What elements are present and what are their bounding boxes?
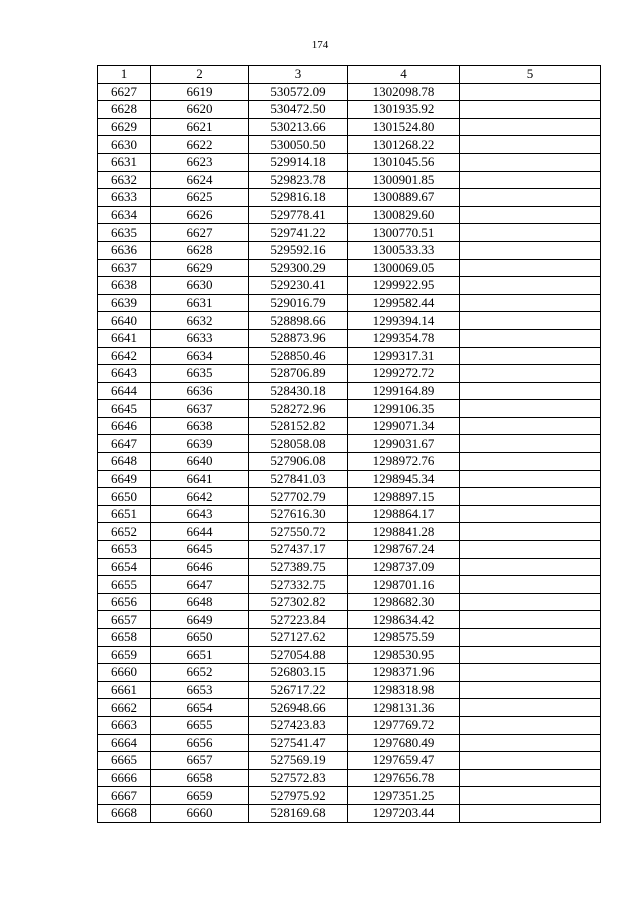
- table-row: [98, 312, 601, 330]
- point-number-cell: 6665: [98, 752, 151, 770]
- y-coordinate-cell: 1297680.49: [348, 734, 460, 752]
- table-row: [98, 400, 601, 418]
- note-cell: [460, 382, 601, 400]
- source-number-cell: 6648: [151, 593, 249, 611]
- x-coordinate-cell: 528706.89: [249, 365, 348, 383]
- source-number-cell: 6646: [151, 558, 249, 576]
- note-cell: [460, 329, 601, 347]
- point-number-cell: 6666: [98, 769, 151, 787]
- x-coordinate-cell: 529300.29: [249, 259, 348, 277]
- table-row: [98, 593, 601, 611]
- y-coordinate-cell: 1299164.89: [348, 382, 460, 400]
- y-coordinate-cell: 1300889.67: [348, 189, 460, 207]
- table-row: [98, 101, 601, 119]
- x-coordinate-cell: 528850.46: [249, 347, 348, 365]
- point-number-cell: 6662: [98, 699, 151, 717]
- note-cell: [460, 277, 601, 295]
- point-number-cell: 6633: [98, 189, 151, 207]
- note-cell: [460, 734, 601, 752]
- x-coordinate-cell: 527569.19: [249, 752, 348, 770]
- y-coordinate-cell: 1300829.60: [348, 206, 460, 224]
- table-row: [98, 259, 601, 277]
- point-number-cell: 6640: [98, 312, 151, 330]
- note-cell: [460, 804, 601, 822]
- x-coordinate-cell: 529230.41: [249, 277, 348, 295]
- x-coordinate-cell: 527702.79: [249, 488, 348, 506]
- table-row: [98, 681, 601, 699]
- note-cell: [460, 541, 601, 559]
- table-row: [98, 329, 601, 347]
- point-number-cell: 6630: [98, 136, 151, 154]
- table-row: [98, 769, 601, 787]
- point-number-cell: 6642: [98, 347, 151, 365]
- point-number-cell: 6649: [98, 470, 151, 488]
- point-number-cell: 6651: [98, 505, 151, 523]
- table-row: [98, 171, 601, 189]
- note-cell: [460, 699, 601, 717]
- source-number-cell: 6624: [151, 171, 249, 189]
- point-number-cell: 6664: [98, 734, 151, 752]
- table-header: [98, 66, 601, 84]
- y-coordinate-cell: 1298318.98: [348, 681, 460, 699]
- x-coordinate-cell: 527541.47: [249, 734, 348, 752]
- point-number-cell: 6631: [98, 153, 151, 171]
- source-number-cell: 6645: [151, 541, 249, 559]
- note-cell: [460, 417, 601, 435]
- x-coordinate-cell: 527572.83: [249, 769, 348, 787]
- table-row: [98, 505, 601, 523]
- note-cell: [460, 171, 601, 189]
- point-number-cell: 6645: [98, 400, 151, 418]
- y-coordinate-cell: 1301268.22: [348, 136, 460, 154]
- note-cell: [460, 470, 601, 488]
- y-coordinate-cell: 1299317.31: [348, 347, 460, 365]
- point-number-cell: 6637: [98, 259, 151, 277]
- x-coordinate-cell: 527437.17: [249, 541, 348, 559]
- point-number-cell: 6654: [98, 558, 151, 576]
- table-row: [98, 277, 601, 295]
- source-number-cell: 6659: [151, 787, 249, 805]
- source-number-cell: 6634: [151, 347, 249, 365]
- source-number-cell: 6653: [151, 681, 249, 699]
- table-row: [98, 83, 601, 101]
- y-coordinate-cell: 1300770.51: [348, 224, 460, 242]
- x-coordinate-cell: 529592.16: [249, 241, 348, 259]
- y-coordinate-cell: 1301935.92: [348, 101, 460, 119]
- note-cell: [460, 681, 601, 699]
- source-number-cell: 6631: [151, 294, 249, 312]
- y-coordinate-cell: 1298131.36: [348, 699, 460, 717]
- x-coordinate-cell: 527423.83: [249, 716, 348, 734]
- y-coordinate-cell: 1300069.05: [348, 259, 460, 277]
- point-number-cell: 6628: [98, 101, 151, 119]
- point-number-cell: 6660: [98, 664, 151, 682]
- x-coordinate-cell: 529816.18: [249, 189, 348, 207]
- table-row: [98, 752, 601, 770]
- coordinates-table: [97, 65, 601, 823]
- x-coordinate-cell: 527550.72: [249, 523, 348, 541]
- table-row: [98, 435, 601, 453]
- table-row: [98, 136, 601, 154]
- note-cell: [460, 83, 601, 101]
- table-row: [98, 206, 601, 224]
- note-cell: [460, 716, 601, 734]
- x-coordinate-cell: 528430.18: [249, 382, 348, 400]
- x-coordinate-cell: 529741.22: [249, 224, 348, 242]
- source-number-cell: 6622: [151, 136, 249, 154]
- y-coordinate-cell: 1297659.47: [348, 752, 460, 770]
- note-cell: [460, 629, 601, 647]
- x-coordinate-cell: 529823.78: [249, 171, 348, 189]
- source-number-cell: 6636: [151, 382, 249, 400]
- y-coordinate-cell: 1297351.25: [348, 787, 460, 805]
- point-number-cell: 6629: [98, 118, 151, 136]
- x-coordinate-cell: 530050.50: [249, 136, 348, 154]
- y-coordinate-cell: 1298972.76: [348, 453, 460, 471]
- source-number-cell: 6626: [151, 206, 249, 224]
- table-row: [98, 541, 601, 559]
- point-number-cell: 6632: [98, 171, 151, 189]
- source-number-cell: 6635: [151, 365, 249, 383]
- source-number-cell: 6640: [151, 453, 249, 471]
- x-coordinate-cell: 527223.84: [249, 611, 348, 629]
- note-cell: [460, 453, 601, 471]
- x-coordinate-cell: 526803.15: [249, 664, 348, 682]
- point-number-cell: 6668: [98, 804, 151, 822]
- table-row: [98, 664, 601, 682]
- table-row: [98, 347, 601, 365]
- y-coordinate-cell: 1298767.24: [348, 541, 460, 559]
- note-cell: [460, 558, 601, 576]
- point-number-cell: 6657: [98, 611, 151, 629]
- x-coordinate-cell: 527389.75: [249, 558, 348, 576]
- source-number-cell: 6637: [151, 400, 249, 418]
- source-number-cell: 6660: [151, 804, 249, 822]
- y-coordinate-cell: 1298841.28: [348, 523, 460, 541]
- y-coordinate-cell: 1299071.34: [348, 417, 460, 435]
- y-coordinate-cell: 1299354.78: [348, 329, 460, 347]
- point-number-cell: 6638: [98, 277, 151, 295]
- x-coordinate-cell: 526717.22: [249, 681, 348, 699]
- y-coordinate-cell: 1297769.72: [348, 716, 460, 734]
- source-number-cell: 6621: [151, 118, 249, 136]
- column-header-1: 1: [98, 66, 151, 84]
- x-coordinate-cell: 527975.92: [249, 787, 348, 805]
- source-number-cell: 6656: [151, 734, 249, 752]
- y-coordinate-cell: 1302098.78: [348, 83, 460, 101]
- x-coordinate-cell: 527054.88: [249, 646, 348, 664]
- source-number-cell: 6642: [151, 488, 249, 506]
- table-row: [98, 787, 601, 805]
- x-coordinate-cell: 529914.18: [249, 153, 348, 171]
- table-row: [98, 153, 601, 171]
- x-coordinate-cell: 528873.96: [249, 329, 348, 347]
- note-cell: [460, 769, 601, 787]
- x-coordinate-cell: 529778.41: [249, 206, 348, 224]
- y-coordinate-cell: 1300901.85: [348, 171, 460, 189]
- source-number-cell: 6632: [151, 312, 249, 330]
- table-row: [98, 716, 601, 734]
- note-cell: [460, 153, 601, 171]
- x-coordinate-cell: 527332.75: [249, 576, 348, 594]
- point-number-cell: 6627: [98, 83, 151, 101]
- source-number-cell: 6620: [151, 101, 249, 119]
- source-number-cell: 6638: [151, 417, 249, 435]
- x-coordinate-cell: 527841.03: [249, 470, 348, 488]
- table-row: [98, 804, 601, 822]
- source-number-cell: 6654: [151, 699, 249, 717]
- note-cell: [460, 189, 601, 207]
- point-number-cell: 6652: [98, 523, 151, 541]
- note-cell: [460, 435, 601, 453]
- y-coordinate-cell: 1301045.56: [348, 153, 460, 171]
- y-coordinate-cell: 1298682.30: [348, 593, 460, 611]
- source-number-cell: 6643: [151, 505, 249, 523]
- x-coordinate-cell: 528152.82: [249, 417, 348, 435]
- note-cell: [460, 224, 601, 242]
- source-number-cell: 6658: [151, 769, 249, 787]
- note-cell: [460, 312, 601, 330]
- table-row: [98, 241, 601, 259]
- table-row: [98, 470, 601, 488]
- source-number-cell: 6657: [151, 752, 249, 770]
- source-number-cell: 6630: [151, 277, 249, 295]
- point-number-cell: 6639: [98, 294, 151, 312]
- source-number-cell: 6651: [151, 646, 249, 664]
- point-number-cell: 6635: [98, 224, 151, 242]
- table-row: [98, 576, 601, 594]
- table-row: [98, 118, 601, 136]
- y-coordinate-cell: 1298737.09: [348, 558, 460, 576]
- point-number-cell: 6634: [98, 206, 151, 224]
- x-coordinate-cell: 530572.09: [249, 83, 348, 101]
- table-row: [98, 646, 601, 664]
- point-number-cell: 6663: [98, 716, 151, 734]
- point-number-cell: 6650: [98, 488, 151, 506]
- column-header-3: 3: [249, 66, 348, 84]
- y-coordinate-cell: 1298634.42: [348, 611, 460, 629]
- table-row: [98, 365, 601, 383]
- y-coordinate-cell: 1299922.95: [348, 277, 460, 295]
- point-number-cell: 6646: [98, 417, 151, 435]
- note-cell: [460, 505, 601, 523]
- note-cell: [460, 593, 601, 611]
- point-number-cell: 6648: [98, 453, 151, 471]
- y-coordinate-cell: 1298371.96: [348, 664, 460, 682]
- y-coordinate-cell: 1299582.44: [348, 294, 460, 312]
- point-number-cell: 6655: [98, 576, 151, 594]
- note-cell: [460, 787, 601, 805]
- y-coordinate-cell: 1299272.72: [348, 365, 460, 383]
- y-coordinate-cell: 1300533.33: [348, 241, 460, 259]
- y-coordinate-cell: 1297203.44: [348, 804, 460, 822]
- x-coordinate-cell: 527616.30: [249, 505, 348, 523]
- note-cell: [460, 400, 601, 418]
- note-cell: [460, 241, 601, 259]
- note-cell: [460, 611, 601, 629]
- note-cell: [460, 294, 601, 312]
- source-number-cell: 6650: [151, 629, 249, 647]
- note-cell: [460, 752, 601, 770]
- source-number-cell: 6647: [151, 576, 249, 594]
- source-number-cell: 6639: [151, 435, 249, 453]
- source-number-cell: 6629: [151, 259, 249, 277]
- point-number-cell: 6644: [98, 382, 151, 400]
- y-coordinate-cell: 1298530.95: [348, 646, 460, 664]
- note-cell: [460, 646, 601, 664]
- table-row: [98, 558, 601, 576]
- table-row: [98, 382, 601, 400]
- x-coordinate-cell: 528898.66: [249, 312, 348, 330]
- x-coordinate-cell: 527906.08: [249, 453, 348, 471]
- x-coordinate-cell: 528272.96: [249, 400, 348, 418]
- source-number-cell: 6633: [151, 329, 249, 347]
- source-number-cell: 6641: [151, 470, 249, 488]
- table-row: [98, 699, 601, 717]
- column-header-2: 2: [151, 66, 249, 84]
- note-cell: [460, 259, 601, 277]
- x-coordinate-cell: 528058.08: [249, 435, 348, 453]
- point-number-cell: 6658: [98, 629, 151, 647]
- note-cell: [460, 488, 601, 506]
- table-row: [98, 294, 601, 312]
- y-coordinate-cell: 1299394.14: [348, 312, 460, 330]
- point-number-cell: 6656: [98, 593, 151, 611]
- note-cell: [460, 365, 601, 383]
- y-coordinate-cell: 1299106.35: [348, 400, 460, 418]
- table-row: [98, 488, 601, 506]
- source-number-cell: 6628: [151, 241, 249, 259]
- source-number-cell: 6649: [151, 611, 249, 629]
- y-coordinate-cell: 1298864.17: [348, 505, 460, 523]
- x-coordinate-cell: 527302.82: [249, 593, 348, 611]
- note-cell: [460, 347, 601, 365]
- table-row: [98, 224, 601, 242]
- table-row: [98, 189, 601, 207]
- source-number-cell: 6625: [151, 189, 249, 207]
- note-cell: [460, 101, 601, 119]
- point-number-cell: 6643: [98, 365, 151, 383]
- note-cell: [460, 206, 601, 224]
- y-coordinate-cell: 1297656.78: [348, 769, 460, 787]
- page-number: 174: [311, 39, 329, 51]
- point-number-cell: 6661: [98, 681, 151, 699]
- source-number-cell: 6655: [151, 716, 249, 734]
- table-row: [98, 453, 601, 471]
- x-coordinate-cell: 527127.62: [249, 629, 348, 647]
- x-coordinate-cell: 526948.66: [249, 699, 348, 717]
- point-number-cell: 6659: [98, 646, 151, 664]
- source-number-cell: 6627: [151, 224, 249, 242]
- y-coordinate-cell: 1298897.15: [348, 488, 460, 506]
- point-number-cell: 6667: [98, 787, 151, 805]
- y-coordinate-cell: 1298701.16: [348, 576, 460, 594]
- table-row: [98, 734, 601, 752]
- y-coordinate-cell: 1299031.67: [348, 435, 460, 453]
- source-number-cell: 6644: [151, 523, 249, 541]
- note-cell: [460, 136, 601, 154]
- y-coordinate-cell: 1298945.34: [348, 470, 460, 488]
- x-coordinate-cell: 530213.66: [249, 118, 348, 136]
- point-number-cell: 6641: [98, 329, 151, 347]
- point-number-cell: 6636: [98, 241, 151, 259]
- source-number-cell: 6619: [151, 83, 249, 101]
- table-row: [98, 523, 601, 541]
- table-row: [98, 417, 601, 435]
- x-coordinate-cell: 530472.50: [249, 101, 348, 119]
- y-coordinate-cell: 1301524.80: [348, 118, 460, 136]
- y-coordinate-cell: 1298575.59: [348, 629, 460, 647]
- point-number-cell: 6647: [98, 435, 151, 453]
- note-cell: [460, 664, 601, 682]
- note-cell: [460, 118, 601, 136]
- table-row: [98, 611, 601, 629]
- source-number-cell: 6652: [151, 664, 249, 682]
- source-number-cell: 6623: [151, 153, 249, 171]
- table-body: [98, 83, 601, 822]
- point-number-cell: 6653: [98, 541, 151, 559]
- column-header-4: 4: [348, 66, 460, 84]
- x-coordinate-cell: 529016.79: [249, 294, 348, 312]
- column-header-5: 5: [460, 66, 601, 84]
- note-cell: [460, 523, 601, 541]
- header-row: [98, 66, 601, 84]
- x-coordinate-cell: 528169.68: [249, 804, 348, 822]
- note-cell: [460, 576, 601, 594]
- table-row: [98, 629, 601, 647]
